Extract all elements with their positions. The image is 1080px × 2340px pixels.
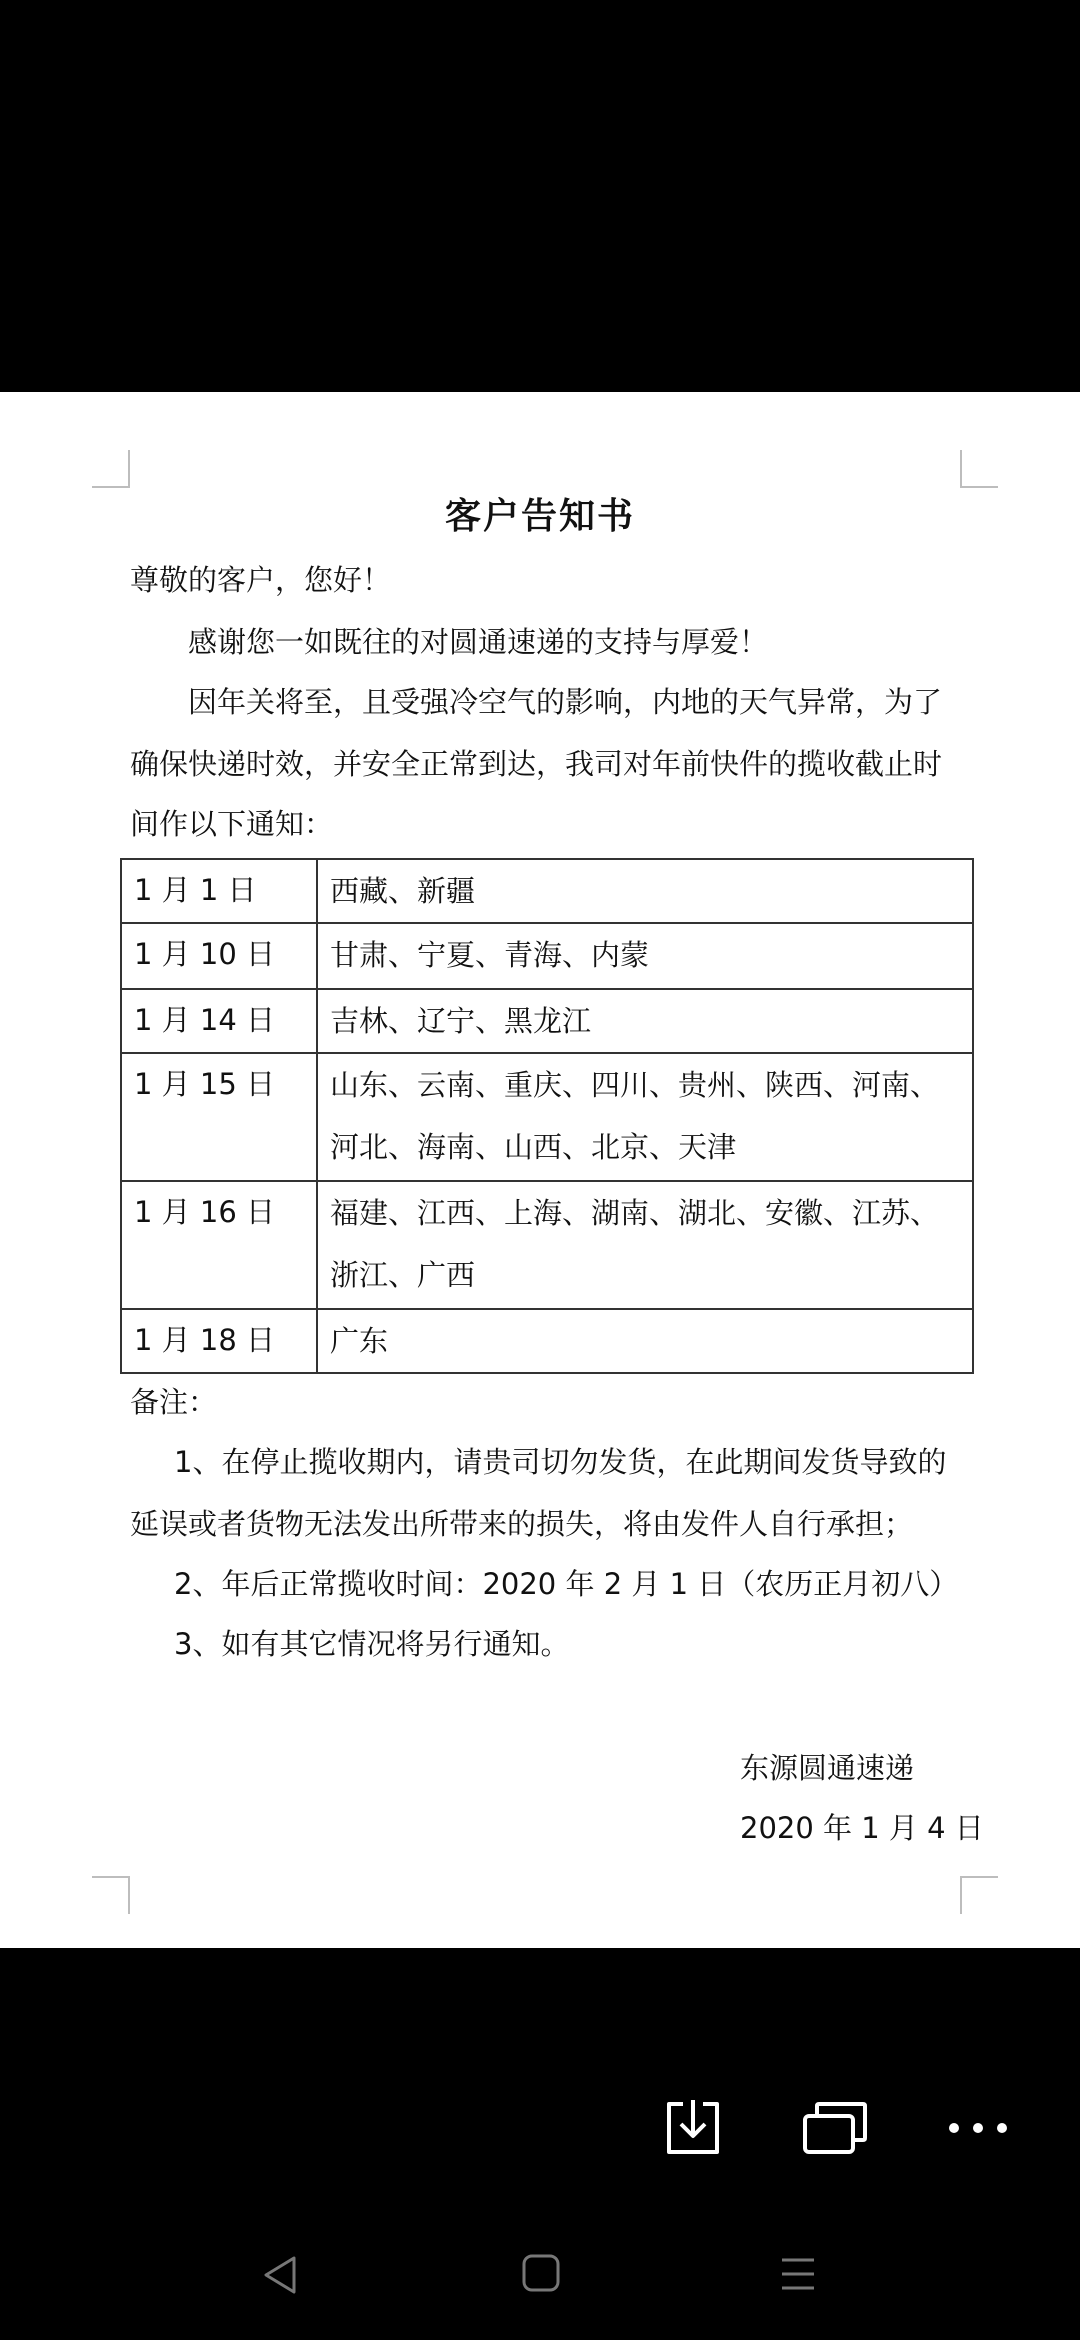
greeting: 尊敬的客户，您好！ — [130, 563, 392, 597]
intro-line: 因年关将至，且受强冷空气的影响，内地的天气异常，为了 — [188, 685, 943, 719]
cutoff-date: 1 月 1 日 — [122, 860, 318, 922]
schedule-table — [120, 858, 974, 1374]
region-line: 山东、云南、重庆、四川、贵州、陕西、河南、 — [330, 1068, 940, 1102]
region-line: 福建、江西、上海、湖南、湖北、安徽、江苏、 — [330, 1196, 940, 1230]
document-title: 客户告知书 — [444, 495, 635, 537]
thanks-line: 感谢您一如既往的对圆通速递的支持与厚爱！ — [188, 625, 769, 659]
note-line: 1、在停止揽收期内，请贵司切勿发货，在此期间发货导致的 — [174, 1445, 947, 1479]
note-line: 2、年后正常揽收时间：2020 年 2 月 1 日（农历正月初八） — [174, 1567, 959, 1601]
region-line: 浙江、广西 — [330, 1258, 476, 1292]
region-list — [318, 1302, 972, 1372]
region-list — [318, 1174, 972, 1308]
intro-line: 确保快递时效，并安全正常到达，我司对年前快件的揽收截止时 — [130, 747, 943, 781]
download-icon[interactable] — [665, 2096, 721, 2156]
region-line: 西藏、新疆 — [330, 874, 476, 908]
cutoff-date: 1 月 14 日 — [122, 990, 318, 1052]
region-line: 吉林、辽宁、黑龙江 — [330, 1004, 592, 1038]
region-list — [318, 982, 972, 1052]
region-line: 河北、海南、山西、北京、天津 — [330, 1130, 737, 1164]
cutoff-date: 1 月 15 日 — [122, 1054, 318, 1180]
table-row — [122, 860, 972, 922]
region-list — [318, 916, 972, 988]
cutoff-date: 1 月 16 日 — [122, 1182, 318, 1308]
home-icon[interactable] — [520, 2252, 562, 2294]
note-line: 延误或者货物无法发出所带来的损失，将由发件人自行承担； — [130, 1507, 914, 1541]
crop-mark — [92, 450, 130, 488]
table-row — [122, 988, 972, 1052]
region-line: 广东 — [330, 1324, 389, 1358]
more-icon[interactable] — [946, 2110, 1010, 2146]
notice-document-image — [0, 392, 1080, 1948]
crop-mark — [92, 1876, 130, 1914]
cutoff-date: 1 月 10 日 — [122, 924, 318, 988]
crop-mark — [960, 450, 998, 488]
table-row — [122, 922, 972, 988]
intro-line: 间作以下通知： — [130, 807, 334, 841]
region-list — [318, 852, 972, 922]
region-line: 甘肃、宁夏、青海、内蒙 — [330, 938, 650, 972]
multi-window-icon[interactable] — [801, 2100, 869, 2156]
signature: 东源圆通速递 — [740, 1751, 915, 1785]
notes-label: 备注： — [130, 1385, 218, 1419]
table-row — [122, 1180, 972, 1308]
table-row — [122, 1052, 972, 1180]
menu-icon[interactable] — [778, 2254, 818, 2294]
signature-date: 2020 年 1 月 4 日 — [740, 1811, 984, 1845]
note-line: 3、如有其它情况将另行通知。 — [174, 1627, 570, 1661]
cutoff-date: 1 月 18 日 — [122, 1310, 318, 1372]
region-list — [318, 1046, 972, 1180]
back-icon[interactable] — [258, 2252, 304, 2298]
crop-mark — [960, 1876, 998, 1914]
table-row — [122, 1308, 972, 1372]
